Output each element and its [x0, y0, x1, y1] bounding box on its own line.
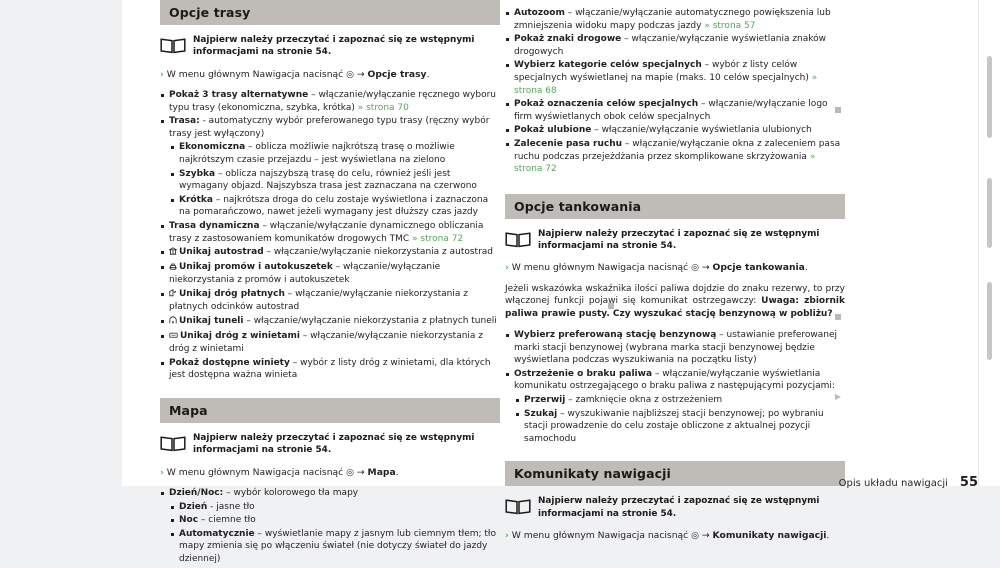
instruction-prefix: W menu głównym Nawigacja nacisnąć [511, 262, 689, 274]
arrow-icon: → [356, 68, 365, 80]
vignette-icon [169, 331, 178, 344]
item-desc: – wybór z listy celów specjalnych wyświetlanej na mapie (maks. 10 celów specjalnych) [514, 60, 812, 83]
item-term: Unikaj dróg z winietami [180, 330, 300, 341]
instruction-target: Opcje tankowania [712, 262, 805, 274]
ferry-icon [169, 262, 177, 275]
item-term: Automatycznie [179, 528, 255, 539]
item-term: Pokaż 3 trasy alternatywne [169, 89, 309, 100]
open-book-icon [505, 230, 531, 248]
list-item [505, 98, 845, 123]
item-term: Szybka [179, 168, 216, 179]
section-header-mapa: Mapa [160, 398, 500, 423]
list-item [169, 514, 500, 527]
note-block-opcje-trasy [160, 34, 500, 59]
chevron-icon: › [505, 529, 509, 541]
item-desc: – oblicza możliwie najkrótszą trasę o możliwie najkrótszym czasie przejazdu – jest wyświetlana na zielono [179, 142, 455, 165]
item-desc: – ustawianie preferowanej marki stacji benzynowej (wybrana marka stacji benzynowej będzie wyświetlana podczas wyszukiwania na początku listy) [514, 330, 838, 366]
item-term: Trasa dynamiczna [169, 220, 260, 231]
footer-title: Opis układu nawigacji [838, 478, 948, 489]
list-item [160, 246, 500, 260]
item-desc: – włączanie/wyłączanie wyświetlania znaków drogowych [514, 34, 827, 57]
note-text: Najpierw należy przeczytać i zapoznać się ze wstępnymi informacjami na stronie 54. [193, 433, 475, 456]
list-item [505, 7, 845, 32]
list-item [160, 288, 500, 314]
list-item [505, 138, 845, 176]
item-term: Krótka [179, 194, 213, 205]
item-term: Zalecenie pasa ruchu [514, 138, 623, 149]
instruction-opcje-trasy: › W menu głównym Nawigacja nacisnąć ◎ → Opcje trasy. [160, 68, 430, 80]
item-desc: – wyszukiwanie najbliższej stacji benzynowej; po wybraniu stacji prowadzenie do celu zostaje obliczone z aktualnej pozycji samochodu [524, 408, 824, 444]
item-term: Wybierz preferowaną stację benzynową [514, 330, 717, 340]
instruction-prefix: W menu głównym Nawigacja nacisnąć [166, 466, 344, 478]
item-desc: – włączanie/wyłączanie niekorzystania z dróg z winietami [169, 330, 484, 355]
item-desc: – włączanie/wyłączanie niekorzystania z autostrad [263, 247, 494, 258]
item-desc: – włączanie/wyłączanie wyświetlania ulubionych [591, 125, 812, 136]
item-desc: – wybór z listy dróg z winietami, dla których jest dostępna ważna winieta [169, 357, 491, 381]
page-link[interactable]: » strona 68 [514, 72, 818, 96]
right-column [505, 0, 845, 550]
note-text: Najpierw należy przeczytać i zapoznać się ze wstępnymi informacjami na stronie 54. [538, 228, 820, 251]
item-desc: - automatyczny wybór preferowanego typu trasy (ręczny wybór trasy jest wyłączony) [169, 116, 490, 139]
list-item [169, 141, 500, 166]
item-term: Pokaż znaki drogowe [514, 34, 622, 45]
paragraph-bold: Uwaga: zbiornik paliwa prawie pusty. Czy wyszukać stację benzynową w pobliżu? [505, 296, 846, 320]
list-item [505, 124, 845, 137]
instruction-opcje-tankowania: › W menu głównym Nawigacja nacisnąć ◎ → Opcje tankowania. [505, 262, 808, 274]
item-desc: – włączanie/wyłączanie logo firm wyświetlanych obok celów specjalnych [514, 99, 828, 122]
item-term: Ekonomiczna [179, 142, 246, 153]
page-sheet [122, 0, 978, 564]
scrollbar-thumb[interactable] [987, 178, 992, 248]
item-term: Wybierz kategorie celów specjalnych [514, 60, 702, 71]
note-block-komunikaty-nawigacji [505, 495, 845, 520]
arrow-icon: → [701, 262, 710, 274]
footer-page-number: 55 [959, 475, 978, 490]
instruction-mapa: › W menu głównym Nawigacja nacisnąć ◎ → Mapa. [160, 466, 399, 478]
arrow-icon: → [356, 466, 365, 478]
item-desc: – włączanie/wyłączanie niekorzystania z płatnych tuneli [243, 316, 497, 327]
arrow-icon: → [701, 529, 710, 541]
list-item [505, 329, 845, 367]
chevron-icon: › [160, 68, 164, 80]
list-opcje-tankowania [505, 329, 845, 445]
item-term: Dzień/Noc: [169, 488, 224, 499]
sublist [169, 141, 500, 219]
item-term: Szukaj [524, 408, 558, 419]
list-item [169, 168, 500, 193]
sublist [514, 394, 845, 445]
menu-knob-icon: ◎ [346, 69, 354, 80]
item-desc: – oblicza najszybszą trasę do celu, również jeśli jest wymagany objazd. Najszybsza trasa jest zaznaczana na czerwono [179, 168, 477, 192]
instruction-target: Mapa [367, 466, 396, 478]
list-item [160, 357, 500, 382]
page-marker-triangle [835, 394, 841, 400]
item-desc: – wyświetlanie mapy z jasnym lub ciemnym tłem; tło mapy zmienia się po włączeniu świateł (nie dotyczy świateł do jazdy dziennej) [179, 528, 496, 564]
instruction-target: Komunikaty nawigacji [712, 529, 827, 541]
open-book-icon [505, 497, 531, 515]
list-item [169, 501, 500, 514]
item-desc: – włączanie/wyłączanie wyświetlania komunikatu ostrzegającego o braku paliwa z następującymi pozycjami: [514, 368, 835, 392]
item-term: Unikaj promów i autokuszetek [179, 261, 333, 272]
menu-knob-icon: ◎ [691, 530, 699, 541]
list-item [160, 315, 500, 329]
list-item [160, 487, 500, 566]
item-term: Przerwij [524, 394, 566, 405]
page-link[interactable]: » strona 70 [357, 102, 409, 113]
item-term: Pokaż oznaczenia celów specjalnych [514, 99, 699, 110]
item-desc: – włączanie/wyłączanie niekorzystania z płatnych odcinków autostrad [169, 288, 468, 313]
scrollbar-thumb[interactable] [987, 282, 992, 360]
list-item [160, 220, 500, 245]
item-term: Pokaż ulubione [514, 125, 592, 136]
item-desc: - jasne tło [207, 501, 255, 512]
section-header-opcje-trasy: Opcje trasy [160, 0, 500, 25]
paragraph-fuel-warning [505, 283, 845, 321]
item-desc: – zamknięcie okna z ostrzeżeniem [565, 394, 723, 405]
list-mapa [160, 487, 500, 566]
open-book-icon [160, 434, 186, 452]
page-link[interactable]: » strona 72 [514, 151, 816, 175]
list-item [505, 368, 845, 446]
item-term: Dzień [179, 501, 208, 512]
page-marker-square [835, 107, 841, 113]
item-term: Unikaj autostrad [179, 247, 264, 258]
page-link[interactable]: » strona 72 [412, 233, 464, 244]
list-item [160, 261, 500, 287]
note-block-opcje-tankowania [505, 228, 845, 253]
item-desc: – włączanie/wyłączanie niekorzystania z promów i autokuszetek [169, 261, 441, 286]
instruction-komunikaty-nawigacji: › W menu głównym Nawigacja nacisnąć ◎ → Komunikaty nawigacji. [505, 529, 830, 541]
item-term: Ostrzeżenie o braku paliwa [514, 368, 653, 379]
two-column-layout [122, 0, 978, 564]
item-term: Autozoom [514, 8, 565, 18]
item-term: Pokaż dostępne winiety [169, 357, 290, 368]
list-item [160, 115, 500, 219]
item-desc: – włączanie/wyłączanie ręcznego wyboru typu trasy (ekonomiczna, szybka, krótka) [169, 89, 496, 113]
list-item [505, 33, 845, 58]
open-book-icon [160, 36, 186, 54]
section-header-komunikaty-nawigacji: Komunikaty nawigacji [505, 461, 845, 486]
note-block-mapa [160, 432, 500, 457]
menu-knob-icon: ◎ [691, 263, 699, 274]
item-term: Trasa: [169, 116, 200, 127]
page-link[interactable]: » strona 57 [704, 20, 756, 31]
list-item [514, 394, 845, 407]
page-marker-square [835, 314, 841, 320]
scrollbar-thumb[interactable] [987, 56, 992, 138]
list-mapa-continued [505, 7, 845, 176]
list-item [514, 408, 845, 446]
instruction-target: Opcje trasy [367, 68, 427, 80]
instruction-prefix: W menu głównym Nawigacja nacisnąć [511, 529, 689, 541]
note-text: Najpierw należy przeczytać i zapoznać się ze wstępnymi informacjami na stronie 54. [193, 35, 475, 58]
item-desc: – włączanie/wyłączanie okna z zaleceniem pasa ruchu podczas przejeżdżania przez skomplikowane skrzyżowania [514, 138, 841, 162]
page-footer [122, 475, 1000, 490]
list-item [169, 528, 500, 566]
item-desc: – włączanie/wyłączanie dynamicznego obliczania trasy z zastosowaniem komunikatów drogowych TMC [169, 220, 484, 244]
item-desc: – włączanie/wyłączanie automatycznego powiększenia lub zmniejszenia widoku mapy podczas jazdy [514, 8, 831, 31]
toll-gate-icon [169, 247, 177, 260]
menu-knob-icon: ◎ [346, 467, 354, 478]
item-term: Unikaj tuneli [179, 316, 244, 327]
tunnel-icon [169, 316, 177, 329]
chevron-icon: › [160, 466, 164, 478]
item-desc: – wybór kolorowego tła mapy [223, 488, 359, 499]
sublist [169, 501, 500, 566]
instruction-prefix: W menu głównym Nawigacja nacisnąć [166, 68, 344, 80]
item-term: Unikaj dróg płatnych [179, 288, 285, 299]
scrollbar-track[interactable] [978, 0, 1000, 486]
item-desc: – ciemne tło [198, 515, 256, 526]
section-header-opcje-tankowania: Opcje tankowania [505, 194, 845, 219]
list-item [505, 59, 845, 97]
list-item [160, 330, 500, 356]
chevron-icon: › [505, 262, 509, 274]
list-item [160, 89, 500, 114]
paragraph-lead: Jeżeli wskazówka wskaźnika ilości paliwa dojdzie do znaku rezerwy, to przy włączonej funkcji pojawi się komunikat ostrzegawczy: [505, 283, 845, 307]
list-item [169, 194, 500, 219]
item-desc: – najkrótsza droga do celu zostaje wyświetlona i zaznaczona na pomarańczowo, nawet jeżeli wymagany jest dłuższy czas jazdy [179, 194, 489, 218]
item-term: Noc [179, 515, 199, 526]
note-text: Najpierw należy przeczytać i zapoznać się ze wstępnymi informacjami na stronie 54. [538, 496, 820, 519]
list-opcje-trasy [160, 89, 500, 382]
toll-coin-icon [169, 289, 177, 302]
